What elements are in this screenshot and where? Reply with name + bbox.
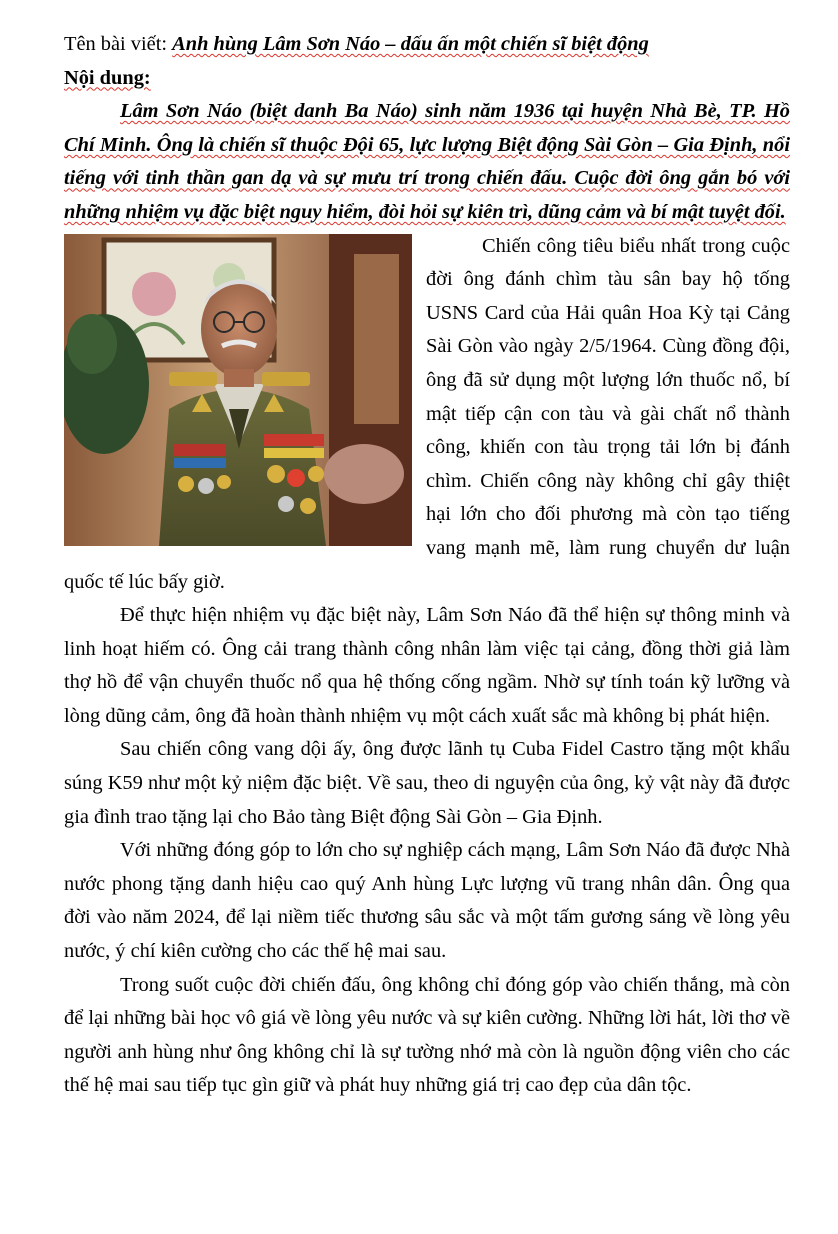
paragraph-2: Để thực hiện nhiệm vụ đặc biệt này, Lâm Sơn Náo đã thể hiện sự thông minh và linh hoạt hiếm có. Ông cải trang thành công nhân làm việc tại cảng, đồng thời giả làm thợ hồ để vận chuyển thuốc nổ qua hệ thống cống ngầm. Nhờ sự tính toán kỹ lưỡng và lòng dũng cảm, ông đã hoàn thành nhiệm vụ một cách xuất sắc mà không bị phát hiện. — [64, 604, 790, 727]
paragraph-3: Sau chiến công vang dội ấy, ông được lãnh tụ Cuba Fidel Castro tặng một khẩu súng K59 như một kỷ niệm đặc biệt. Về sau, theo di nguyện của ông, kỷ vật này đã được gia đình trao tặng lại cho Bảo tàng Biệt động Sài Gòn – Gia Định. — [64, 738, 790, 828]
content-heading — [64, 62, 790, 96]
content-heading-text: Nội dung: — [64, 66, 151, 89]
summary-paragraph — [64, 95, 790, 229]
paragraph-4: Với những đóng góp to lớn cho sự nghiệp cách mạng, Lâm Sơn Náo đã được Nhà nước phong tặng danh hiệu cao quý Anh hùng Lực lượng vũ trang nhân dân. Ông qua đời vào năm 2024, để lại niềm tiếc thương sâu sắc và một tấm gương sáng về lòng yêu nước, ý chí kiên cường cho các thế hệ mai sau. — [64, 839, 790, 963]
article-title: Anh hùng Lâm Sơn Náo – dấu ấn một chiến sĩ biệt động — [172, 33, 649, 55]
title-line — [64, 28, 790, 62]
title-label: Tên bài viết: — [64, 33, 168, 55]
veteran-portrait-image — [64, 234, 412, 546]
paragraph-1: Chiến công tiêu biểu nhất trong cuộc đời ông đánh chìm tàu sân bay hộ tống USNS Card của Hải quân Hoa Kỳ tại Cảng Sài Gòn vào ngày 2/5/1964. Cùng đồng đội, ông đã sử dụng một lượng lớn thuốc nổ, bí mật tiếp cận con tàu và gài chất nổ thành công, khiến con tàu trọng tải lớn bị đánh chìm. Chiến công này không chỉ gây thiệt hại lớn cho đối phương mà còn tạo tiếng vang mạnh mẽ, làm rung chuyển dư luận quốc tế lúc bấy giờ. — [64, 234, 790, 593]
paragraph-5: Trong suốt cuộc đời chiến đấu, ông không chỉ đóng góp vào chiến thắng, mà còn để lại những bài học vô giá về lòng yêu nước và sự kiên cường. Những lời hát, lời thơ về người anh hùng như ông không chỉ là sự tường nhớ mà còn là nguồn động viên cho các thế hệ mai sau tiếp tục gìn giữ và phát huy những giá trị cao đẹp của dân tộc. — [64, 973, 790, 1097]
summary-text: Lâm Sơn Náo (biệt danh Ba Náo) sinh năm 1936 tại huyện Nhà Bè, TP. Hồ Chí Minh. Ông là chiến sĩ thuộc Đội 65, lực lượng Biệt động Sài Gòn – Gia Định, nổi tiếng với tinh thần gan dạ và sự mưu trí trong chiến đấu. Cuộc đời ông gắn bó với những nhiệm vụ đặc biệt nguy hiểm, đòi hỏi sự kiên trì, dũng cảm và bí mật tuyệt đối. — [64, 100, 790, 223]
portrait-photo — [64, 234, 412, 546]
